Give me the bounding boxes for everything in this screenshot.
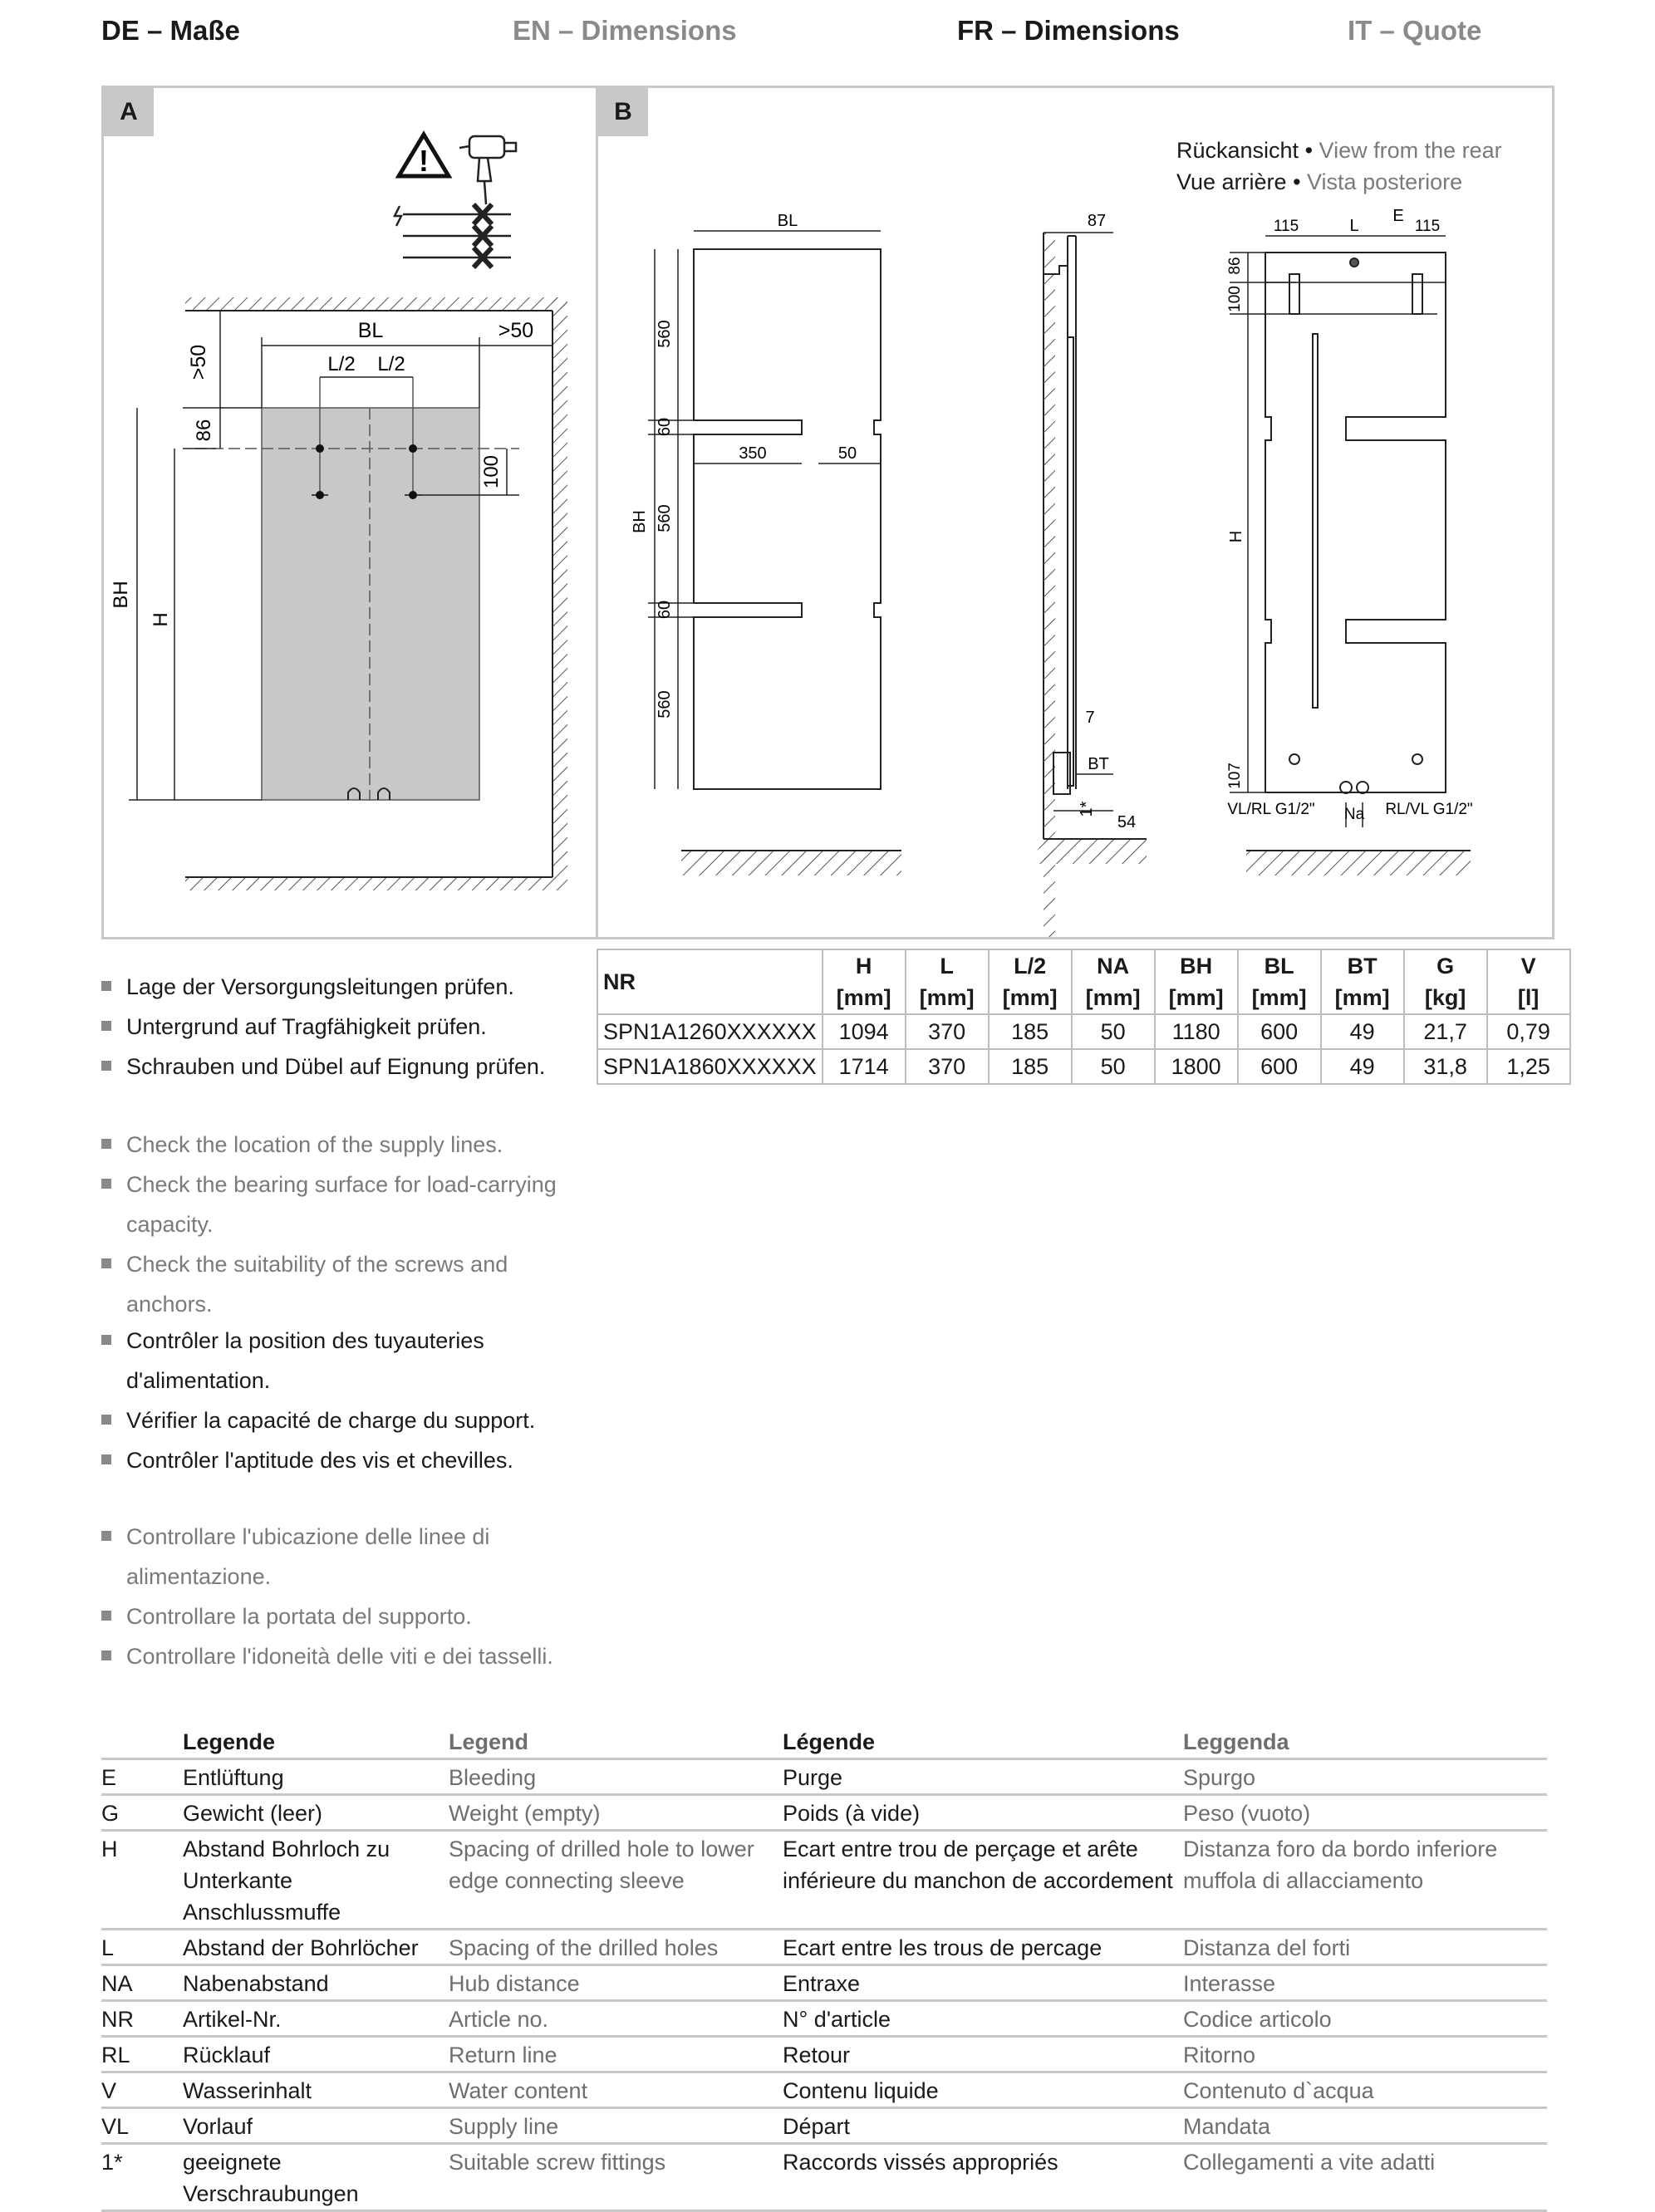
spec-header-bl: BL [mm] — [1238, 949, 1321, 1014]
spec-cell: 370 — [906, 1049, 989, 1084]
bullet-en-3: Check the suitability of the screws and anchors. — [101, 1244, 567, 1324]
spec-row — [597, 1014, 1570, 1049]
rear-view-de: Rückansicht — [1176, 138, 1299, 163]
bullet-de-3: Schrauben und Dübel auf Eignung prüfen. — [101, 1047, 567, 1086]
front-d560c: 560 — [656, 690, 674, 719]
legend-header-key — [101, 1726, 183, 1758]
bullet-it-2: Controllare la portata del supporto. — [101, 1596, 567, 1636]
rear-d115l: 115 — [1273, 218, 1299, 235]
front-view — [648, 231, 881, 789]
rear-view-caption: Rückansicht • View from the rear Vue arrière • Vista posteriore — [1176, 138, 1502, 194]
bullet-en-1: Check the location of the supply lines. — [101, 1125, 567, 1165]
front-d560a: 560 — [656, 320, 674, 348]
rear-view — [1230, 236, 1446, 827]
spec-cell: 1094 — [823, 1014, 906, 1049]
header-en: EN – Dimensions — [513, 15, 737, 46]
spec-header-v: V [l] — [1487, 949, 1570, 1014]
spec-cell: 0,79 — [1487, 1014, 1570, 1049]
panel-a-h: H — [150, 612, 172, 627]
rear-vl-rl: VL/RL G1/2" — [1227, 801, 1315, 818]
rear-d107: 107 — [1226, 763, 1244, 789]
panel-a-bh: BH — [110, 581, 132, 609]
spec-cell: 50 — [1072, 1049, 1155, 1084]
bullet-fr-2: Vérifier la capacité de charge du support. — [101, 1400, 567, 1440]
panel-b-drawing — [598, 88, 1552, 937]
bullet-it-3: Controllare l'idoneità delle viti e dei tasselli. — [101, 1636, 567, 1676]
side-d7: 7 — [1085, 709, 1095, 727]
legend-header-fr: Légende — [783, 1729, 876, 1754]
spec-header-na: NA [mm] — [1072, 949, 1155, 1014]
spec-row — [597, 1049, 1570, 1084]
spec-cell: 600 — [1238, 1049, 1321, 1084]
legend-header-en: Legend — [449, 1729, 529, 1754]
bullet-fr-1: Contrôler la position des tuyauteries d'alimentation. — [101, 1321, 567, 1400]
spec-cell: 49 — [1321, 1014, 1404, 1049]
rear-l: L — [1349, 217, 1359, 235]
bullet-it-1: Controllare l'ubicazione delle linee di alimentazione. — [101, 1517, 567, 1596]
spec-cell: SPN1A1860XXXXXX — [597, 1049, 823, 1084]
bullet-en-2: Check the bearing surface for load-carrying capacity. — [101, 1165, 567, 1244]
panel-b-label: B — [598, 88, 648, 136]
legend-row: VL Vorlauf Supply line Départ Mandata — [101, 2109, 1547, 2145]
spec-header-h: H [mm] — [823, 949, 906, 1014]
bullet-de-2: Untergrund auf Tragfähigkeit prüfen. — [101, 1007, 567, 1047]
spec-table — [597, 949, 1571, 1085]
legend-row: L Abstand der Bohrlöcher Spacing of the drilled holes Ecart entre les trous de percage Distanza del forti — [101, 1930, 1547, 1966]
rear-d115r: 115 — [1414, 218, 1441, 235]
front-d560b: 560 — [656, 504, 674, 532]
bullets-fr — [101, 1321, 567, 1480]
front-d60b: 60 — [656, 600, 674, 620]
side-view — [1044, 233, 1113, 937]
spec-cell: 370 — [906, 1014, 989, 1049]
svg-text:!: ! — [419, 144, 429, 178]
legend-table — [101, 1724, 1547, 2212]
bullet-de-1: Lage der Versorgungsleitungen prüfen. — [101, 967, 567, 1007]
panel-a-bl: BL — [357, 319, 384, 342]
panel-a-half-l-2: L/2 — [377, 353, 405, 375]
panel-b — [596, 86, 1554, 939]
bullet-fr-3: Contrôler l'aptitude des vis et chevilles. — [101, 1440, 567, 1480]
panel-a-d86: 86 — [193, 419, 215, 442]
spec-header-bh: BH [mm] — [1155, 949, 1238, 1014]
rear-na: Na — [1343, 806, 1365, 823]
rear-e: E — [1392, 207, 1404, 225]
panel-a-half-l-1: L/2 — [327, 353, 356, 375]
side-bt: BT — [1088, 755, 1109, 773]
header-fr: FR – Dimensions — [957, 15, 1180, 46]
spec-header-bt: BT [mm] — [1321, 949, 1404, 1014]
rear-view-it: Vista posteriore — [1307, 169, 1463, 194]
spec-header-l: L [mm] — [906, 949, 989, 1014]
legend-row: E Entlüftung Bleeding Purge Spurgo — [101, 1760, 1547, 1796]
rear-d100: 100 — [1226, 286, 1244, 312]
side-d54: 54 — [1117, 813, 1137, 831]
bullets-en — [101, 1125, 567, 1324]
legend-row: G Gewicht (leer) Weight (empty) Poids (à vide) Peso (vuoto) — [101, 1796, 1547, 1832]
legend-row: V Wasserinhalt Water content Contenu liquide Contenuto d`acqua — [101, 2073, 1547, 2109]
radiator-outline — [262, 408, 479, 800]
spec-cell: 31,8 — [1404, 1049, 1487, 1084]
panel-a-label: A — [104, 88, 154, 136]
front-bh: BH — [631, 510, 649, 533]
panel-a-drawing — [104, 88, 596, 937]
spec-cell: 21,7 — [1404, 1014, 1487, 1049]
spec-cell: 1,25 — [1487, 1049, 1570, 1084]
legend-row: RL Rücklauf Return line Retour Ritorno — [101, 2038, 1547, 2073]
legend-row: 1* geeignete Verschraubungen Suitable screw fittings Raccords vissés appropriés Collegamenti a vite adatti — [101, 2145, 1547, 2212]
spec-cell: 185 — [989, 1049, 1072, 1084]
rear-view-fr: Vue arrière — [1176, 169, 1287, 194]
panel-a-gt50-top: >50 — [498, 319, 534, 342]
drill-icon — [459, 136, 516, 204]
rear-d86: 86 — [1226, 257, 1244, 275]
bullets-de — [101, 967, 567, 1086]
front-d50: 50 — [837, 444, 857, 463]
spec-cell: 1180 — [1155, 1014, 1238, 1049]
spec-cell: 185 — [989, 1014, 1072, 1049]
spec-cell: 49 — [1321, 1049, 1404, 1084]
spec-cell: SPN1A1260XXXXXX — [597, 1014, 823, 1049]
spec-cell: 600 — [1238, 1014, 1321, 1049]
side-d87: 87 — [1087, 212, 1107, 230]
spec-cell: 1800 — [1155, 1049, 1238, 1084]
spec-cell: 50 — [1072, 1014, 1155, 1049]
header-de: DE – Maße — [101, 15, 240, 46]
spec-header-g: G [kg] — [1404, 949, 1487, 1014]
spec-header-row — [597, 949, 1570, 1014]
legend-row: NA Nabenabstand Hub distance Entraxe Interasse — [101, 1966, 1547, 2002]
rear-h: H — [1227, 530, 1245, 543]
forbidden-lines-icon — [395, 204, 511, 267]
legend-row: H Abstand Bohrloch zu Unterkante Anschlussmuffe Spacing of drilled hole to lower edge connecting sleeve Ecart entre trou de perçage et arête inférieure du manchon de accordement Distanza foro da bordo inferiore muffola di allacciamento — [101, 1832, 1547, 1930]
rear-view-en: View from the rear — [1319, 138, 1502, 163]
bullets-it — [101, 1517, 567, 1676]
panel-a-d100: 100 — [480, 454, 503, 489]
rear-rl-vl: RL/VL G1/2" — [1385, 801, 1473, 818]
legend-header-it: Leggenda — [1183, 1729, 1289, 1754]
panel-a — [101, 86, 598, 939]
spec-header-half-l: L/2 [mm] — [989, 949, 1072, 1014]
header-it: IT – Quote — [1348, 15, 1482, 46]
legend-row: NR Artikel-Nr. Article no. N° d'article Codice articolo — [101, 2002, 1547, 2038]
legend-header-de: Legende — [183, 1729, 276, 1754]
spec-cell: 1714 — [823, 1049, 906, 1084]
front-d350: 350 — [739, 444, 767, 463]
warning-icon — [399, 135, 449, 178]
spec-header-nr: NR — [597, 949, 823, 1014]
side-d1: 1* — [1078, 801, 1096, 817]
legend-header-row — [101, 1724, 1547, 1760]
front-d60a: 60 — [656, 417, 674, 437]
front-bl: BL — [777, 212, 798, 230]
panel-a-gt50-left: >50 — [187, 344, 210, 380]
